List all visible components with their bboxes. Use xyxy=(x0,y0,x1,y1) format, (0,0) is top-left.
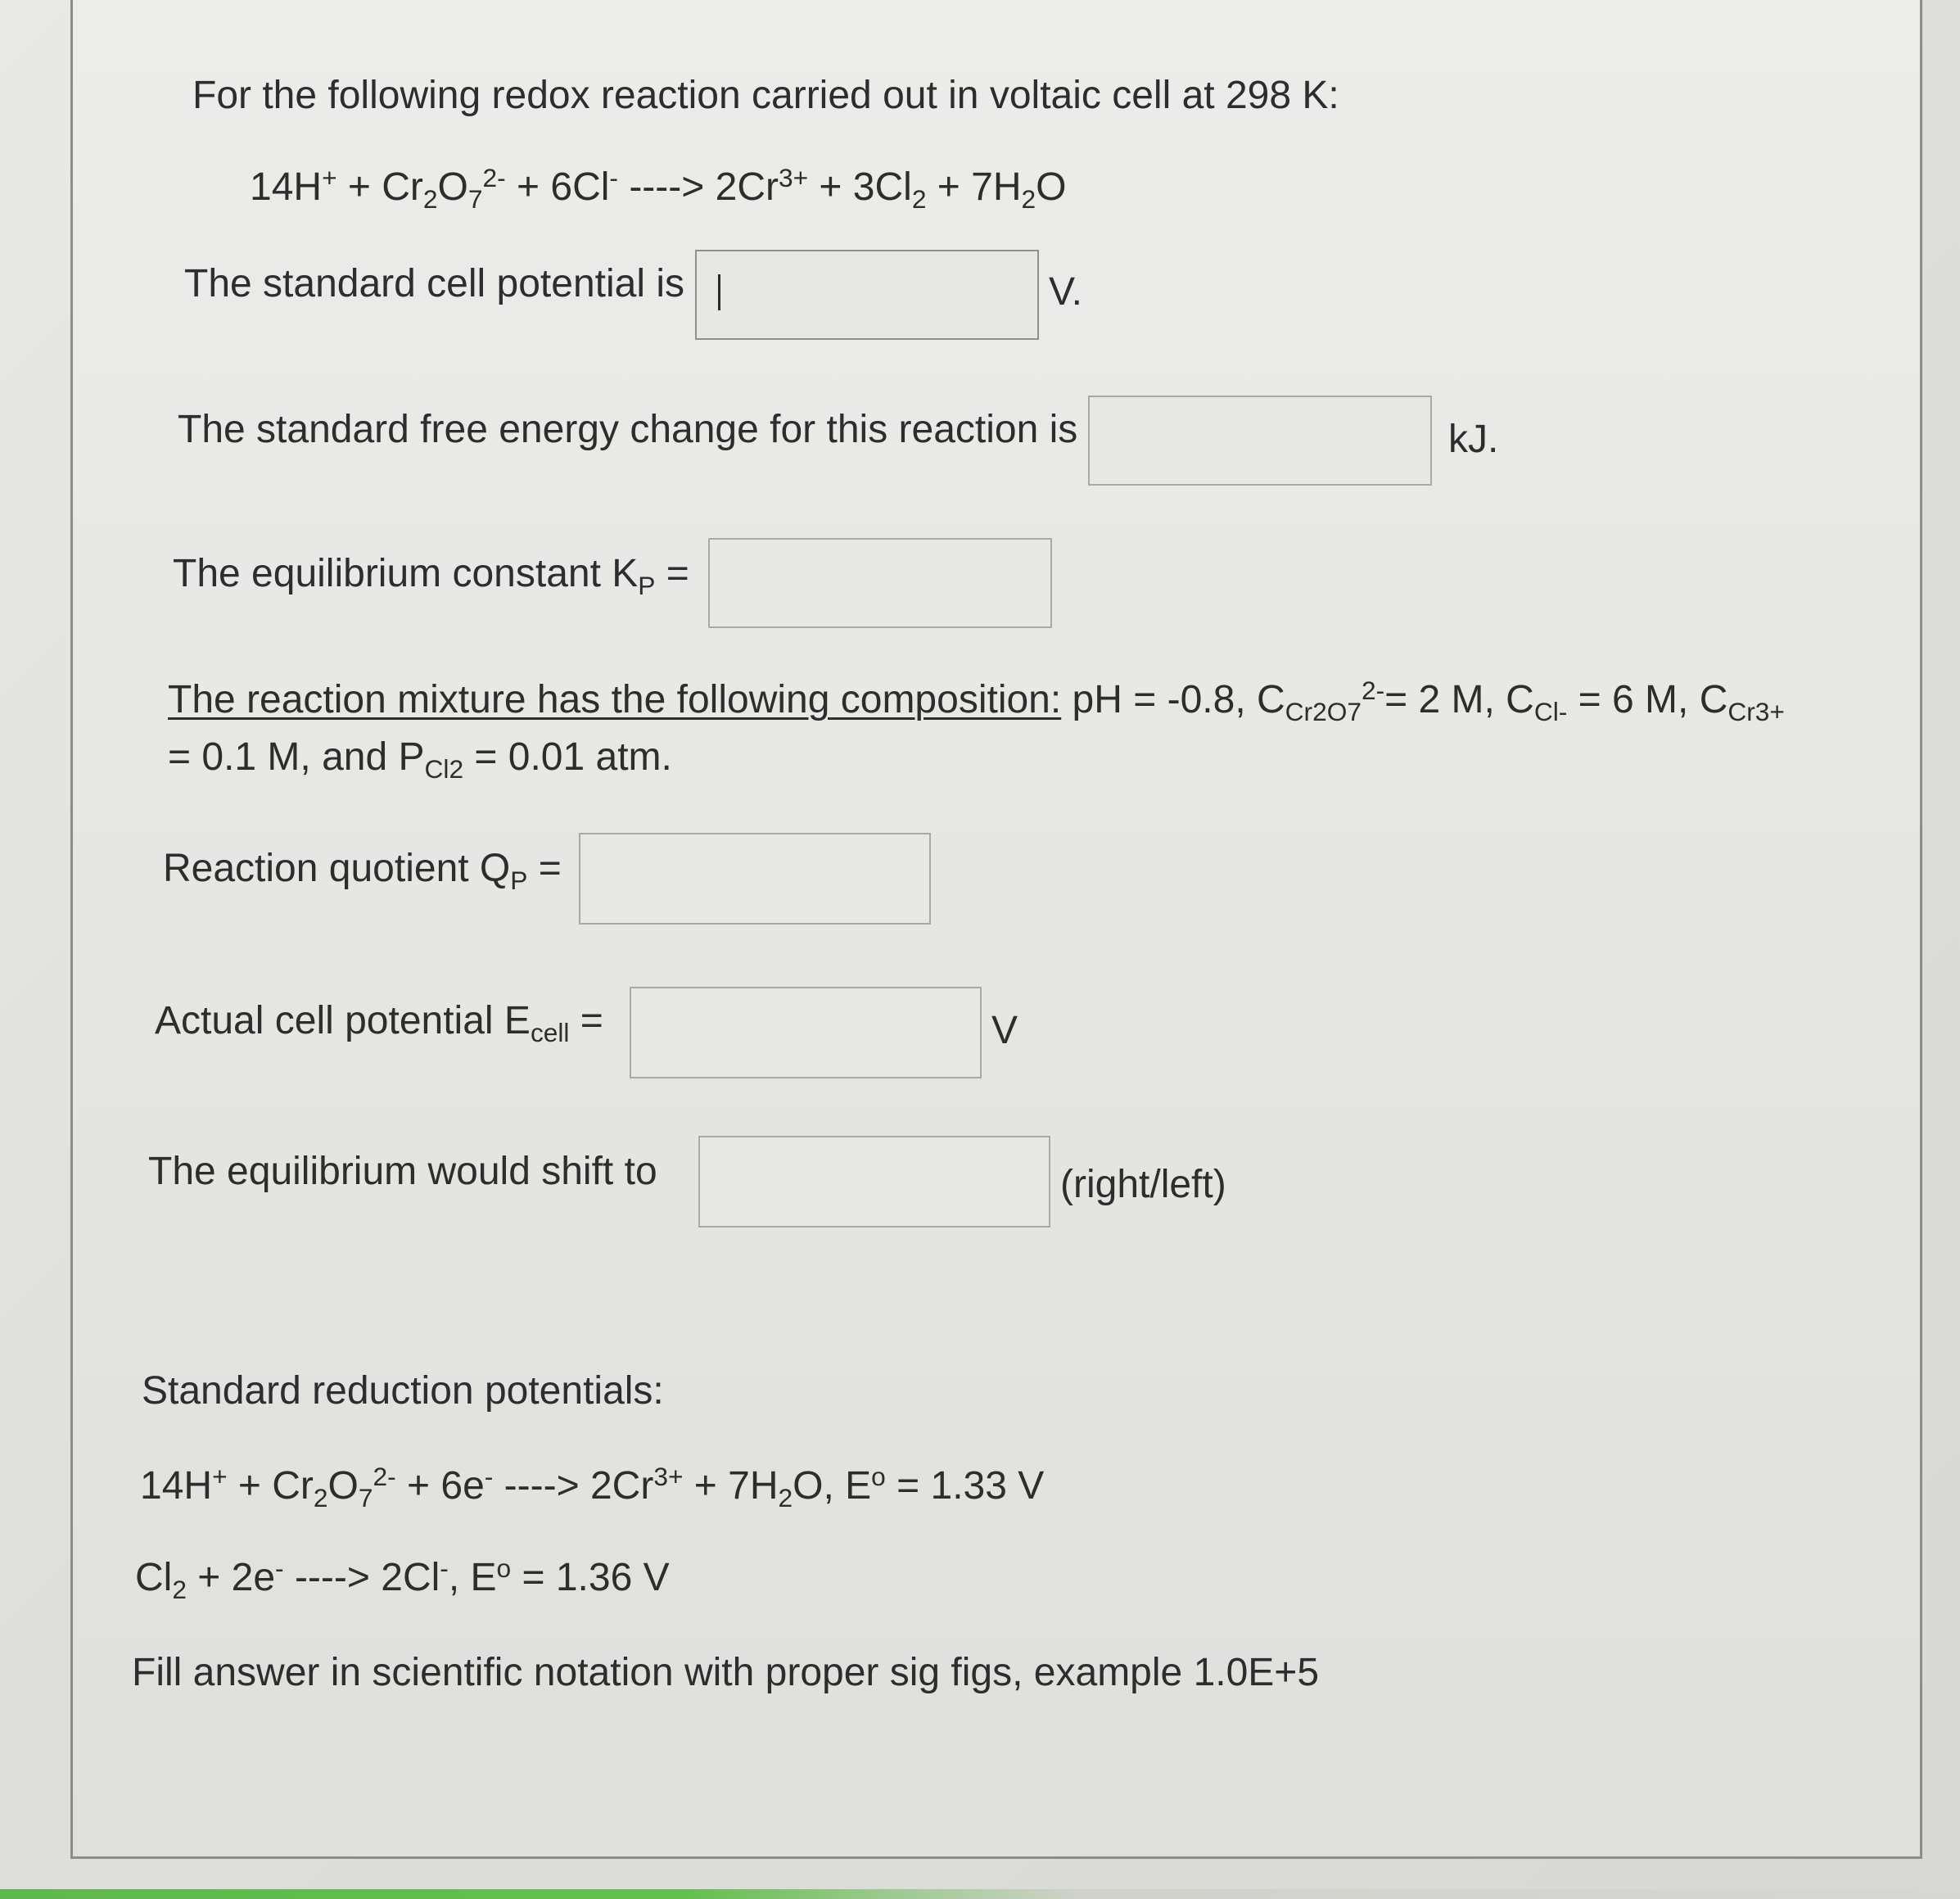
instruction-note: Fill answer in scientific notation with proper sig figs, example 1.0E+5 xyxy=(132,1651,1320,1694)
intro-text: For the following redox reaction carried out in voltaic cell at 298 K: xyxy=(192,74,1339,117)
free-energy-unit: kJ. xyxy=(1448,418,1499,461)
std-potential-reaction-1: $14H^+ + Cr_2O_7^{2-} + 6e^-$ ----> $2Cr^{3+} + 7H_2O$, $E^o = 1.33$ V xyxy=(140,1462,1045,1513)
actual-cell-potential-label: Actual cell potential $E_{cell}$ = xyxy=(155,999,603,1048)
actual-cell-potential-unit: V xyxy=(991,1009,1018,1052)
equilibrium-shift-label: The equilibrium would shift to xyxy=(148,1150,657,1193)
bottom-edge xyxy=(0,1889,1960,1899)
equilibrium-shift-input[interactable] xyxy=(698,1136,1050,1228)
equilibrium-shift-unit: (right/left) xyxy=(1060,1163,1226,1206)
equilibrium-constant-label: The equilibrium constant $K_P$ = xyxy=(173,552,689,601)
standard-cell-potential-unit: V. xyxy=(1049,270,1082,314)
actual-cell-potential-input[interactable] xyxy=(630,987,982,1078)
redox-reaction: $14H^+ + Cr_2O_7^{2-} + 6Cl^-$ ----> $2Cr^{3+} + 3Cl_2 + 7H_2O$ xyxy=(250,163,1067,215)
free-energy-label: The standard free energy change for this reaction is xyxy=(178,408,1078,451)
standard-cell-potential-label: The standard cell potential is xyxy=(184,262,685,305)
reaction-quotient-label: Reaction quotient $Q_P$ = xyxy=(163,847,562,896)
standard-cell-potential-input[interactable] xyxy=(695,250,1039,340)
free-energy-input[interactable] xyxy=(1088,396,1432,486)
std-potentials-heading: Standard reduction potentials: xyxy=(142,1369,664,1413)
question-card xyxy=(70,0,1922,1859)
composition-line-1: The reaction mixture has the following composition: pH = -0.8, $C_{Cr2O7}^{2-}= 2$ M, $C_{Cl-} = 6$ M, $C_{Cr3+}$ xyxy=(168,676,1785,727)
text-caret xyxy=(718,274,720,310)
composition-line-2: = 0.1 M, and $P_{Cl2} = 0.01$ atm. xyxy=(168,735,672,784)
std-potential-reaction-2: $Cl_2 + 2e^-$ ----> 2Cl-, $E^o = 1.36$ V xyxy=(135,1553,670,1605)
reaction-quotient-input[interactable] xyxy=(579,833,931,925)
equilibrium-constant-input[interactable] xyxy=(708,538,1052,628)
